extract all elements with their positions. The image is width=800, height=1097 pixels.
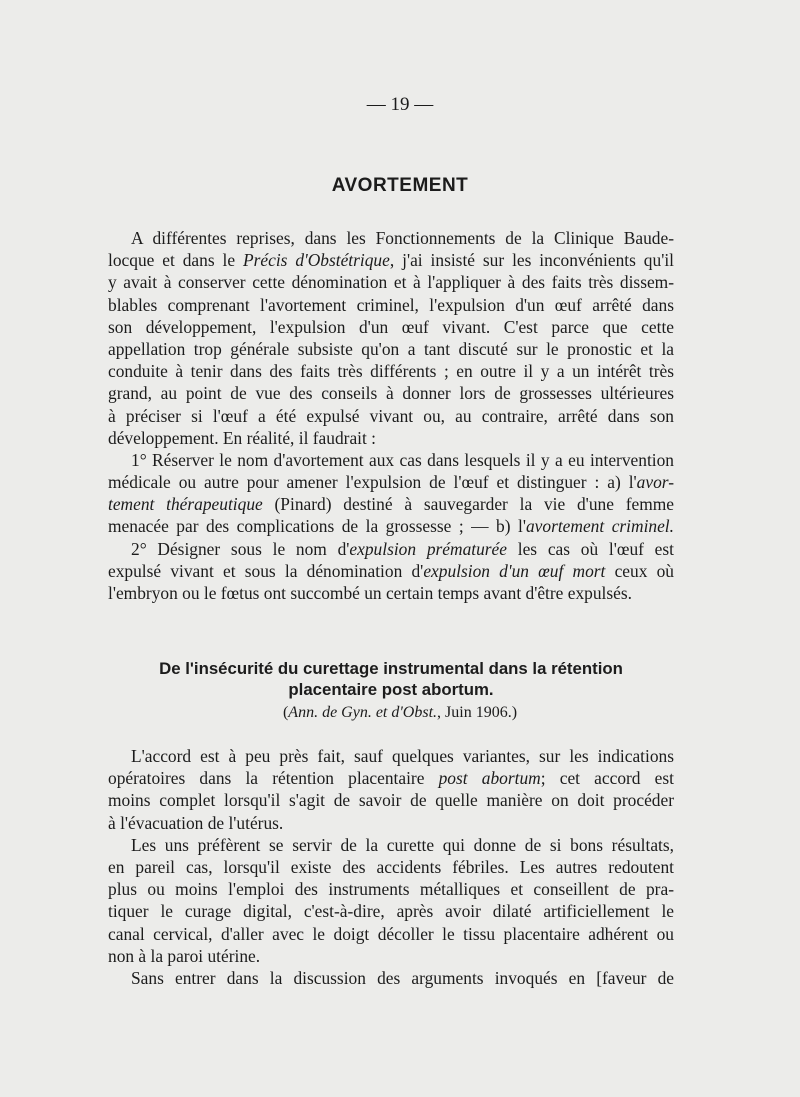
- page-number: — 19 —: [366, 94, 434, 115]
- text-line: 2° Désigner sous le nom d'expulsion prématurée les cas où l'œuf est: [131, 538, 675, 559]
- text-line: appellation trop générale subsiste qu'on a tant discuté sur le pronostic et la: [108, 338, 674, 359]
- section2-title-line: De l'insécurité du curettage instrumental dans la rétention: [159, 659, 623, 678]
- text-line: Sans entrer dans la discussion des arguments invoqués en [faveur de: [131, 967, 674, 988]
- text-line: 1° Réserver le nom d'avortement aux cas dans lesquels il y a eu intervention: [131, 449, 674, 470]
- text-line: tement thérapeutique (Pinard) destiné à sauvegarder la vie d'une femme: [108, 494, 674, 515]
- text-line: à l'évacuation de l'utérus.: [108, 812, 284, 833]
- text-line: expulsé vivant et sous la dénomination d'expulsion d'un œuf mort ceux où: [108, 560, 675, 581]
- text-line: plus ou moins l'emploi des instruments métalliques et conseillent de pra-: [108, 879, 674, 900]
- text-line: locque et dans le Précis d'Obstétrique, j'ai insisté sur les inconvénients qu'il: [108, 250, 674, 271]
- text-line: grand, au point de vue des conseils à donner lors de grossesses ultérieures: [108, 383, 674, 404]
- text-line: en pareil cas, lorsqu'il existe des accidents fébriles. Les autres redoutent: [108, 856, 674, 877]
- text-line: L'accord est à peu près fait, sauf quelques variantes, sur les indications: [131, 746, 674, 766]
- text-line: opératoires dans la rétention placentaire post abortum; cet accord est: [108, 768, 674, 789]
- section-heading: AVORTEMENT: [331, 175, 469, 196]
- text-line: moins complet lorsqu'il s'agit de savoir de quelle manière on doit procéder: [108, 790, 674, 811]
- text-line: y avait à conserver cette dénomination et à l'appliquer à des faits très dissem-: [108, 272, 674, 293]
- text-line: blables comprenant l'avortement criminel, l'expulsion d'un œuf arrêté dans: [108, 294, 674, 315]
- text-line: menacée par des complications de la grossesse ; — b) l'avortement criminel.: [108, 516, 674, 537]
- text-line: son développement, l'expulsion d'un œuf vivant. C'est parce que cette: [108, 316, 674, 337]
- text-line: l'embryon ou le fœtus ont succombé un certain temps avant d'être expulsés.: [108, 583, 632, 603]
- text-line: canal cervical, d'aller avec le doigt décoller le tissu placentaire adhérent ou: [108, 923, 674, 944]
- text-line: à préciser si l'œuf a été expulsé vivant ou, au contraire, arrêté dans son: [108, 405, 674, 426]
- section2-reference: (Ann. de Gyn. et d'Obst., Juin 1906.): [282, 704, 518, 721]
- section2-title-line: placentaire post abortum.: [288, 680, 494, 699]
- section2-title: [108, 658, 674, 700]
- text-line: médicale ou autre pour amener l'expulsion de l'œuf et distinguer : a) l'avor-: [108, 472, 674, 493]
- text-line: développement. En réalité, il faudrait :: [108, 427, 377, 448]
- text-line: tiquer le curage digital, c'est-à-dire, après avoir dilaté artificiellement le: [108, 901, 674, 922]
- text-line: non à la paroi utérine.: [108, 945, 261, 966]
- text-line: Les uns préfèrent se servir de la curette qui donne de si bons résultats,: [131, 834, 674, 855]
- text-line: A différentes reprises, dans les Fonctionnements de la Clinique Baude-: [131, 228, 674, 248]
- section1-body: [108, 227, 674, 604]
- section2-body: [108, 745, 674, 989]
- text-line: conduite à tenir dans des faits très différents ; en outre il y a un intérêt très: [108, 361, 674, 382]
